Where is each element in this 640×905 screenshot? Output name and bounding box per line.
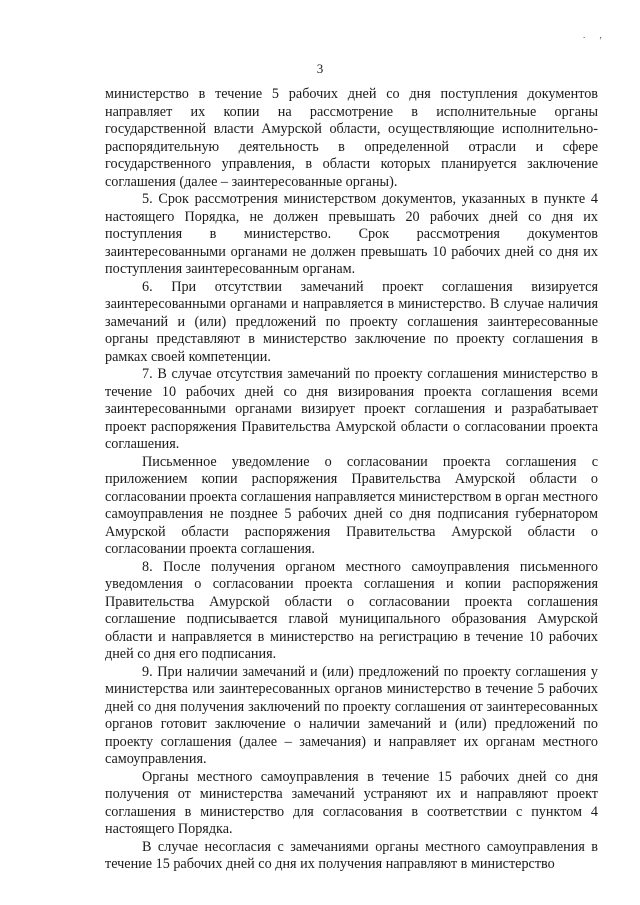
paragraph-continuation: министерство в течение 5 рабочих дней со дня поступления документов направляет их копии на рассмотрение в исполнительные органы государственной власти Амурской области, осуществляющие исполнительно-распорядительную деятельность в определенной отрасли и сфере государственного управления, в области которых планируется заключение соглашения (далее – заинтересованные органы).: [105, 86, 598, 190]
paragraph-item-7: 7. В случае отсутствия замечаний по проекту соглашения министерство в течение 10 рабочих дней со дня визирования проекта соглашения всеми заинтересованными органами визирует проект соглашения и разрабатывает проект распоряжения Правительства Амурской области о согласовании проекта соглашения.: [105, 366, 598, 452]
paragraph-disagreement: В случае несогласия с замечаниями органы местного самоуправления в течение 15 рабочих дней со дня их получения направляют в министерство: [105, 838, 598, 872]
page-number: 3: [316, 61, 324, 76]
paragraph-item-8: 8. После получения органом местного самоуправления письменного уведомления о согласовании проекта соглашения и копии распоряжения Правительства Амурской области о согласовании проекта соглашения соглашение подписывается главой муниципального образования Амурской области и направляется в министерство на регистрацию в течение 10 рабочих дней со дня его подписания.: [105, 558, 598, 662]
paragraph-item-9: 9. При наличии замечаний и (или) предложений по проекту соглашения у министерства или заинтересованных органов министерство в течение 5 рабочих дней со дня получения заключений по проекту соглашения от заинтересованных органов готовит заключение о наличии замечаний и (или) предложений по проекту соглашения (далее – замечания) и направляет их органам местного самоуправления.: [105, 663, 598, 767]
paragraph-local-bodies: Органы местного самоуправления в течение 15 рабочих дней со дня получения от министерства замечаний устраняют их и направляют проект соглашения в министерство для согласования в соответствии с пунктом 4 настоящего Порядка.: [105, 768, 598, 837]
corner-mark: . ,: [583, 30, 608, 40]
paragraph-item-5: 5. Срок рассмотрения министерством документов, указанных в пункте 4 настоящего Порядка, не должен превышать 20 рабочих дней со дня их поступления в министерство. Срок рассмотрения документов заинтересованными органами не должен превышать 10 рабочих дней со дня их поступления заинтересованным органам.: [105, 191, 598, 277]
document-body: [105, 86, 598, 874]
paragraph-item-6: 6. При отсутствии замечаний проект соглашения визируется заинтересованными органами и направляется в министерство. В случае наличия замечаний и (или) предложений по проекту соглашения заинтересованные органы представляют в министерство заключение по проекту соглашения в рамках своей компетенции.: [105, 278, 598, 365]
paragraph-notification: Письменное уведомление о согласовании проекта соглашения с приложением копии распоряжения Правительства Амурской области о согласовании проекта соглашения направляется министерством в орган местного самоуправления не позднее 5 рабочих дней со дня подписания губернатором Амурской области распоряжения Правительства Амурской области о согласовании проекта соглашения.: [105, 453, 598, 557]
